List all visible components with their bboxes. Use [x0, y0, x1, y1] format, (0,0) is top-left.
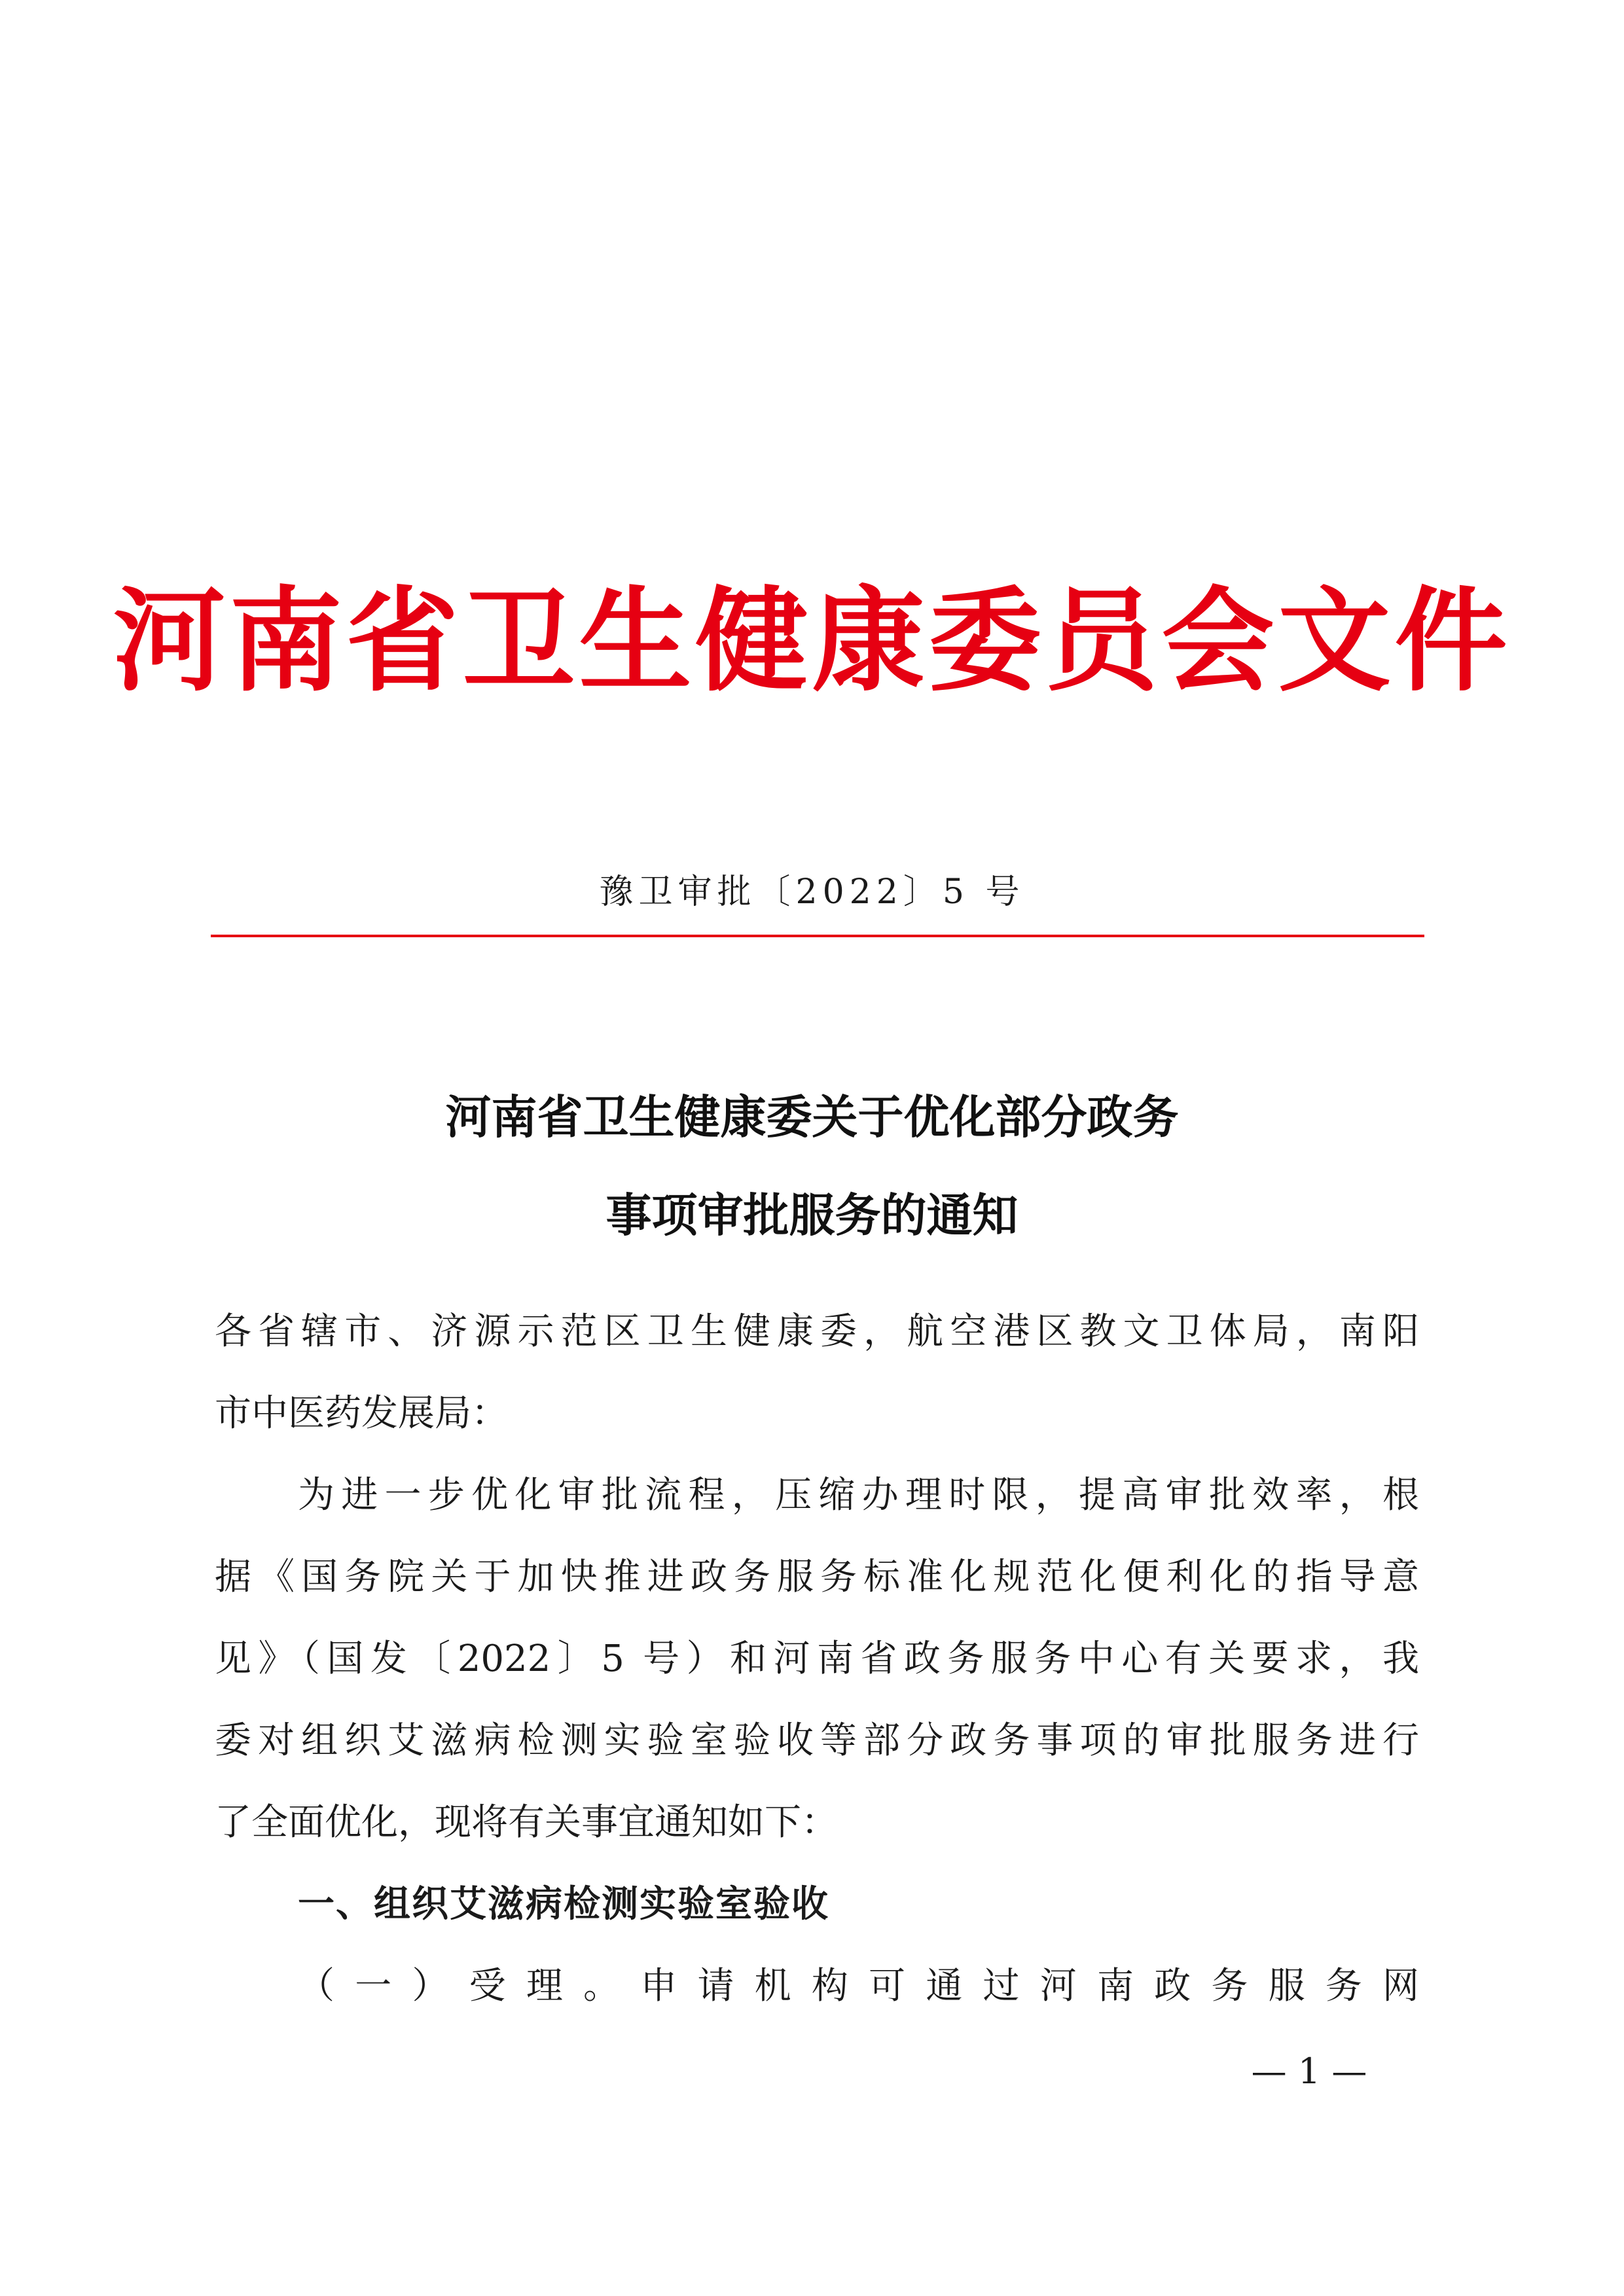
section-1-item-1: （一）受理。申请机构可通过河南政务服务网	[298, 1965, 1419, 2007]
paragraph-1-line-4: 委对组织艾滋病检测实验室验收等部分政务事项的审批服务进行	[215, 1719, 1419, 1762]
document-title-line-2: 事项审批服务的通知	[605, 1189, 1019, 1242]
addressee-line-2: 市中医药发展局：	[215, 1392, 508, 1435]
document-masthead: 河南省卫生健康委员会文件	[113, 575, 1511, 707]
paragraph-1-line-3: 见》（国发〔2022〕5 号）和河南省政务服务中心有关要求，我	[215, 1638, 1419, 1680]
section-1-heading: 一、组织艾滋病检测实验室验收	[298, 1883, 829, 1926]
addressee-line-1: 各省辖市、济源示范区卫生健康委，航空港区教文卫体局，南阳	[215, 1310, 1419, 1353]
document-number: 豫卫审批〔2022〕5 号	[599, 872, 1025, 912]
page-number: — 1 —	[1251, 2051, 1367, 2092]
paragraph-1-line-1: 为进一步优化审批流程，压缩办理时限，提高审批效率，根	[298, 1474, 1419, 1516]
paragraph-1-line-2: 据《国务院关于加快推进政务服务标准化规范化便利化的指导意	[215, 1556, 1419, 1598]
paragraph-1-line-5: 了全面优化，现将有关事宜通知如下：	[215, 1801, 838, 1844]
document-title-line-1: 河南省卫生健康委关于优化部分政务	[445, 1090, 1179, 1144]
red-separator-line	[211, 935, 1424, 937]
